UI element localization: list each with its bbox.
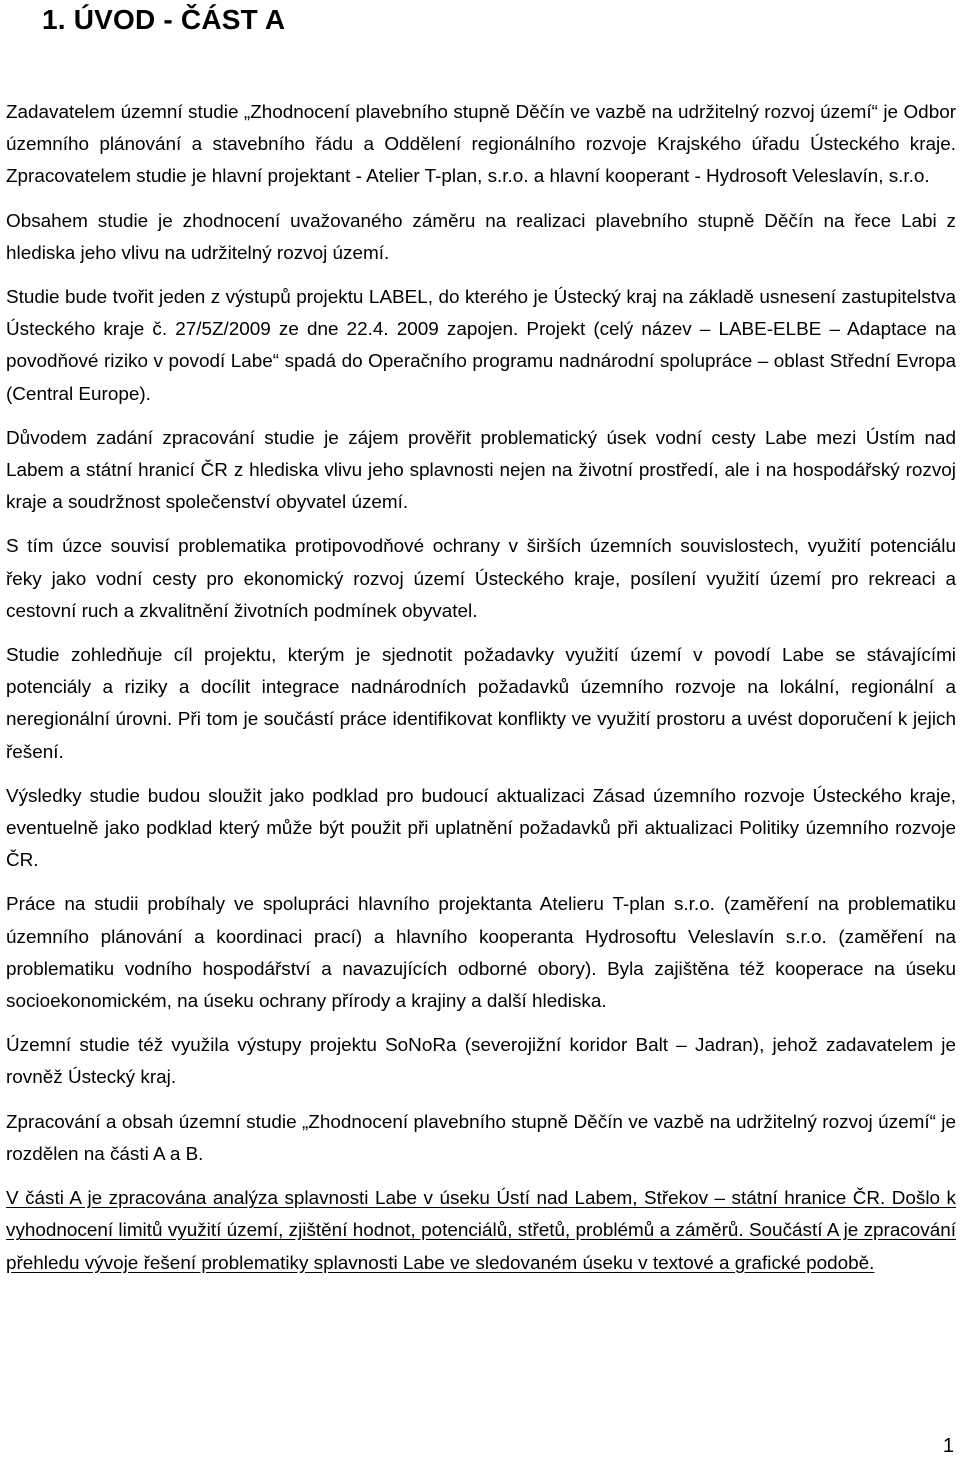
page-number: 1 xyxy=(942,1435,954,1457)
paragraph-results: Výsledky studie budou sloužit jako podklad pro budoucí aktualizaci Zásad územního rozvoje Ústeckého kraje, eventuelně jako podklad který může být použit při uplatnění požadavků při aktualizaci Politiky územního rozvoje ČR. xyxy=(6,785,956,872)
paragraph-reason: Důvodem zadání zpracování studie je zájem prověřit problematický úsek vodní cesty Labe mezi Ústím nad Labem a státní hranicí ČR z hlediska vlivu jeho splavnosti nejen na životní prostředí, ale i na hospodářský rozvoj kraje a soudržnost společenství obyvatel území. xyxy=(6,427,956,514)
paragraph-structure: Zpracování a obsah územní studie „Zhodnocení plavebního stupně Děčín ve vazbě na udržitelný rozvoj území“ je rozdělen na části A a B. xyxy=(6,1111,956,1165)
paragraph-cooperation: Práce na studii probíhaly ve spolupráci hlavního projektanta Atelieru T-plan s.r.o. (zaměření na problematiku územního plánování a koordinaci prací) a hlavního kooperanta Hydrosoftu Veleslavín s.r.o. (zaměření na problematiku vodního hospodářství a navazujících odborné obory). Byla zajištěna též kooperace na úseku socioekonomickém, na úseku ochrany přírody a krajiny a další hlediska. xyxy=(6,894,956,1013)
body-text xyxy=(6,97,956,1292)
paragraph-content: Obsahem studie je zhodnocení uvažovaného záměru na realizaci plavebního stupně Děčín na řece Labi z hlediska jeho vlivu na udržitelný rozvoj území. xyxy=(6,210,956,264)
section-heading: 1. ÚVOD - ČÁST A xyxy=(42,4,286,35)
paragraph-flood-protection: S tím úzce souvisí problematika protipovodňové ochrany v širších územních souvislostech, využití potenciálu řeky jako vodní cesty pro ekonomický rozvoj území Ústeckého kraje, posílení využití území pro rekreaci a cestovní ruch a zkvalitnění životních podmínek obyvatel. xyxy=(6,536,956,622)
paragraph-project-label: Studie bude tvořit jeden z výstupů projektu LABEL, do kterého je Ústecký kraj na základě usnesení zastupitelstva Ústeckého kraje č. 27/5Z/2009 ze dne 22.4. 2009 zapojen. Projekt (celý název – LABE-ELBE – Adaptace na povodňové riziko v povodí Labe“ spadá do Operačního programu nadnárodní spolupráce – oblast Střední Evropa (Central Europe). xyxy=(6,287,956,405)
paragraph-part-a: V části A je zpracována analýza splavnosti Labe v úseku Ústí nad Labem, Střekov – státní hranice ČR. Došlo k vyhodnocení limitů využití území, zjištění hodnot, potenciálů, střetů, problémů a záměrů. Součástí A je zpracování přehledu vývoje řešení problematiky splavnosti Labe ve sledovaném úseku v textové a grafické podobě. xyxy=(6,1188,956,1274)
paragraph-client: Zadavatelem územní studie „Zhodnocení plavebního stupně Děčín ve vazbě na udržitelný rozvoj území“ je Odbor územního plánování a stavebního řádu a Oddělení regionálního rozvoje Krajského úřadu Ústeckého kraje. Zpracovatelem studie je hlavní projektant - Atelier T-plan, s.r.o. a hlavní kooperant - Hydrosoft Veleslavín, s.r.o. xyxy=(6,102,956,188)
paragraph-project-goal: Studie zohledňuje cíl projektu, kterým je sjednotit požadavky využití území v povodí Labe se stávajícími potenciály a riziky a docílit integrace nadnárodních požadavků územního rozvoje na lokální, regionální a neregionální úrovni. Při tom je součástí práce identifikovat konflikty ve využití prostoru a uvést doporučení k jejich řešení. xyxy=(6,645,956,763)
paragraph-sonora: Územní studie též využila výstupy projektu SoNoRa (severojižní koridor Balt – Jadran), jehož zadavatelem je rovněž Ústecký kraj. xyxy=(6,1035,956,1089)
